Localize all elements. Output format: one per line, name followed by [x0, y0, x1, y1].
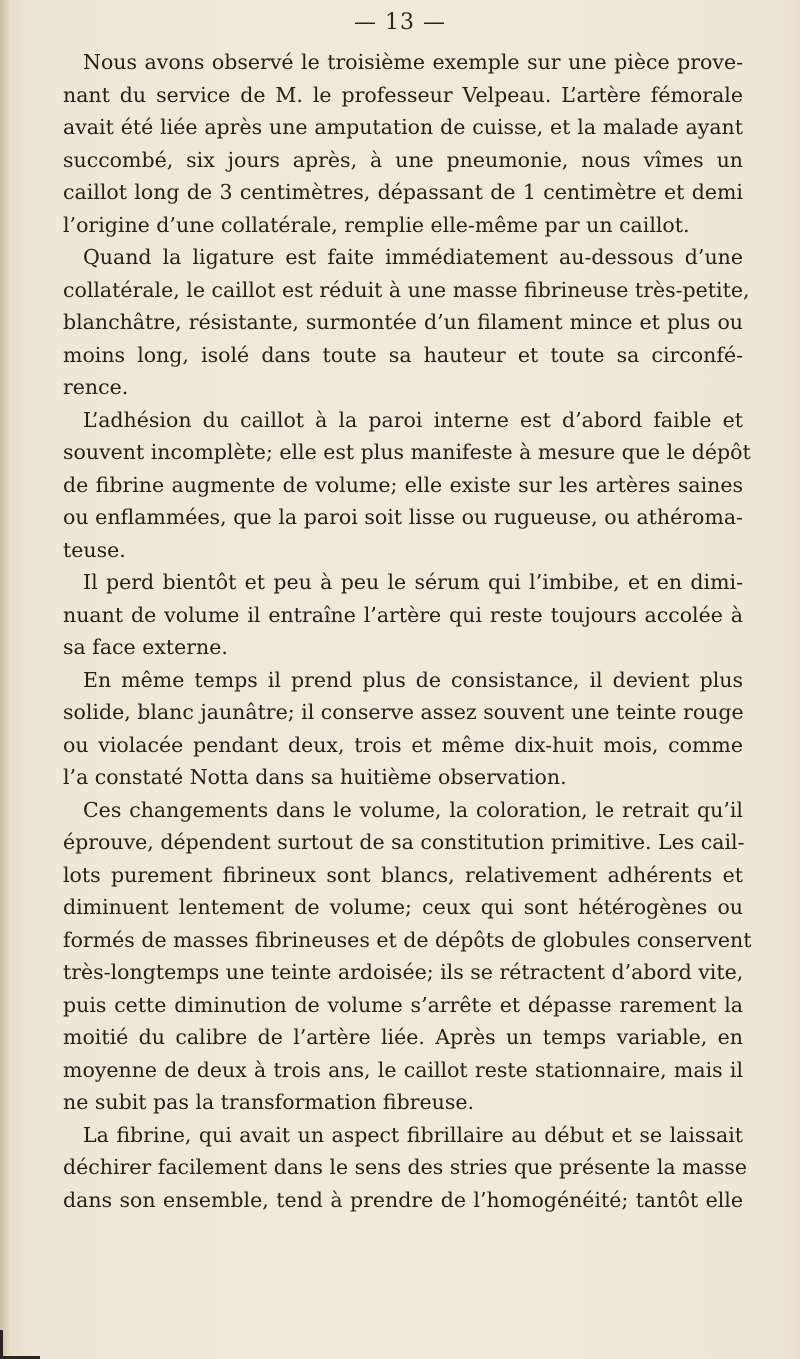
text-line: diminuent lentement de volume; ceux qui sont hétérogènes ou	[63, 895, 743, 919]
text-line: déchirer facilement dans le sens des stries que présente la masse	[63, 1155, 747, 1179]
text-line: moins long, isolé dans toute sa hauteur et toute sa circonfé-	[63, 342, 743, 367]
text-line: Quand la ligature est faite immédiatement au-dessous d’une	[83, 245, 743, 269]
text-line: ne subit pas la transformation fibreuse.	[63, 1090, 475, 1114]
text-line: blanchâtre, résistante, surmontée d’un filament mince et plus ou	[63, 310, 743, 334]
text-line: formés de masses fibrineuses et de dépôts de globules conservent	[63, 927, 752, 952]
text-line: puis cette diminution de volume s’arrête et dépasse rarement la	[63, 992, 743, 1017]
text-line: l’origine d’une collatérale, remplie elle-même par un caillot.	[63, 212, 690, 237]
text-line: souvent incomplète; elle est plus manifeste à mesure que le dépôt	[63, 440, 751, 464]
text-line: Ces changements dans le volume, la coloration, le retrait qu’il	[83, 797, 743, 822]
text-line: ou violacée pendant deux, trois et même dix-huit mois, comme	[63, 732, 743, 757]
text-line: nuant de volume il entraîne l’artère qui reste toujours accolée à	[63, 602, 743, 627]
text-line: La fibrine, qui avait un aspect fibrillaire au début et se laissait	[83, 1122, 743, 1147]
text-line: lots purement fibrineux sont blancs, relativement adhérents et	[63, 862, 743, 887]
text-line: l’a constaté Notta dans sa huitième observation.	[63, 765, 567, 789]
text-line: L’adhésion du caillot à la paroi interne est d’abord faible et	[83, 407, 743, 432]
text-line: moyenne de deux à trois ans, le caillot reste stationnaire, mais il	[63, 1057, 743, 1082]
text-line: moitié du calibre de l’artère liée. Après un temps variable, en	[63, 1025, 743, 1049]
text-line: très-longtemps une teinte ardoisée; ils se rétractent d’abord vite,	[63, 960, 744, 984]
text-line: de fibrine augmente de volume; elle existe sur les artères saines	[63, 472, 743, 497]
text-line: solide, blanc jaunâtre; il conserve assez souvent une teinte rouge	[63, 700, 744, 724]
text-line: nant du service de M. le professeur Velpeau. L’artère fémorale	[63, 82, 743, 107]
text-line: dans son ensemble, tend à prendre de l’homogénéité; tantôt elle	[63, 1187, 743, 1212]
body-text	[63, 46, 752, 1216]
text-line: collatérale, le caillot est réduit à une masse fibrineuse très-petite,	[63, 277, 750, 302]
text-line: rence.	[63, 375, 129, 399]
text-line: Il perd bientôt et peu à peu le sérum qui l’imbibe, et en dimi-	[83, 570, 743, 594]
page-binding-edge	[0, 0, 10, 1359]
text-line: sa face externe.	[63, 635, 228, 659]
text-line: éprouve, dépendent surtout de sa constitution primitive. Les cail-	[63, 830, 745, 854]
text-line: teuse.	[63, 537, 126, 562]
text-line: succombé, six jours après, à une pneumonie, nous vîmes un	[63, 147, 743, 172]
scan-corner-mark	[0, 1330, 40, 1359]
text-line: Nous avons observé le troisième exemple sur une pièce prove-	[83, 50, 743, 74]
text-line: En même temps il prend plus de consistance, il devient plus	[83, 667, 743, 692]
text-line: ou enflammées, que la paroi soit lisse ou rugueuse, ou athéroma-	[63, 505, 743, 529]
text-line: caillot long de 3 centimètres, dépassant de 1 centimètre et demi	[63, 180, 743, 204]
text-line: avait été liée après une amputation de cuisse, et la malade ayant	[63, 115, 743, 139]
page-number: — 13 —	[354, 10, 446, 35]
